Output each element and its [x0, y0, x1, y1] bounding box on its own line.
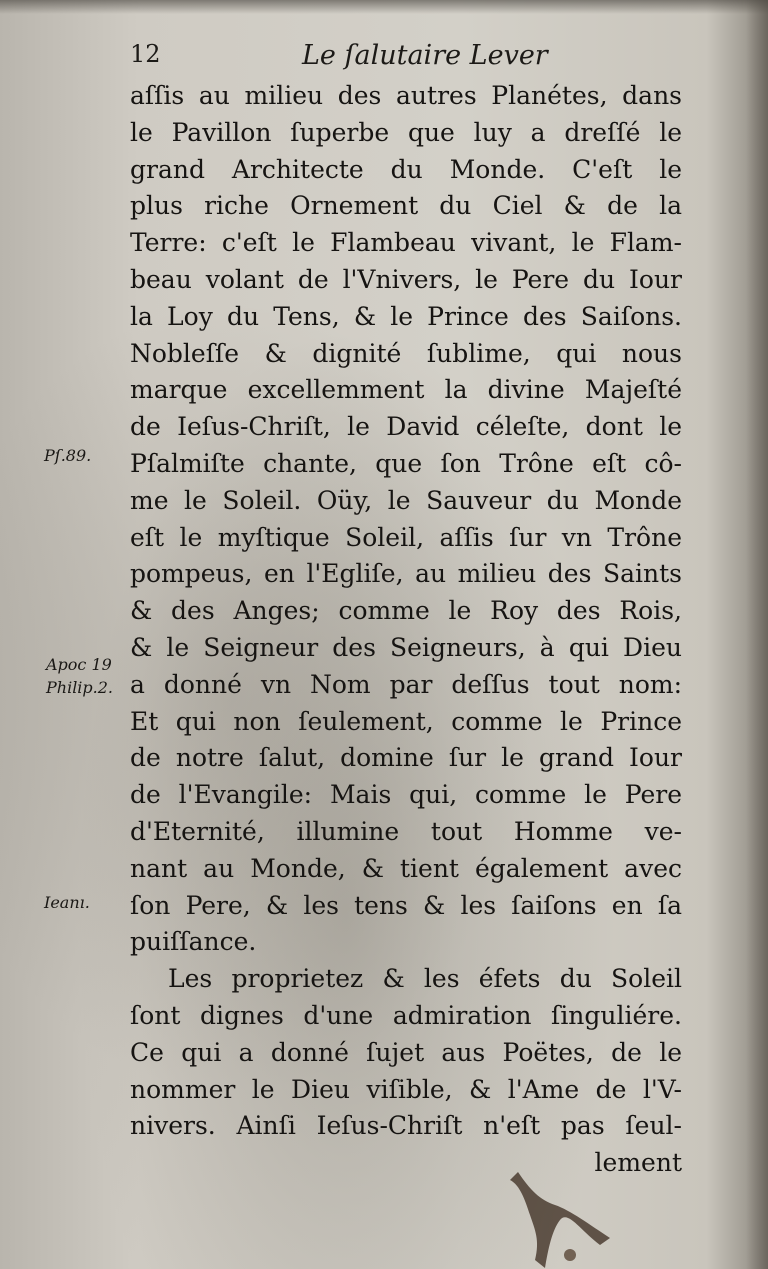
- text-line: Ce qui a donné ſujet aus Poëtes, de le: [130, 1037, 682, 1067]
- text-line: nant au Monde, & tient également avec: [130, 853, 682, 883]
- text-line: & le Seigneur des Seigneurs, à qui Dieu: [130, 632, 682, 662]
- text-line: pompeus, en l'Egliſe, au milieu des Saints: [130, 559, 682, 589]
- text-line: nivers. Ainſi Ieſus-Chriſt n'eſt pas ſeul-: [130, 1111, 682, 1141]
- margin-note-ps: Pſ.89.: [44, 446, 92, 465]
- ink-stain: [500, 1160, 620, 1269]
- text-line: marque excellemment la divine Majeſté: [130, 375, 682, 405]
- page-edge-shadow: [746, 0, 768, 1269]
- text-line: eſt le myſtique Soleil, aſſis ſur vn Trône: [130, 522, 682, 552]
- text-line: le Pavillon ſuperbe que luy a dreſſé le: [130, 117, 682, 147]
- margin-note-jean: Ieanı.: [44, 893, 90, 912]
- text-line: Nobleſſe & dignité ſublime, qui nous: [130, 338, 682, 368]
- text-line: aſſis au milieu des autres Planétes, dans: [130, 81, 682, 110]
- text-line: a donné vn Nom par deſſus tout nom:: [130, 669, 682, 699]
- text-line: plus riche Ornement du Ciel & de la: [130, 191, 682, 221]
- text-line: grand Architecte du Monde. C'eſt le: [130, 154, 682, 184]
- text-line: me le Soleil. Oüy, le Sauveur du Monde: [130, 485, 682, 515]
- text-line: Pſalmiſte chante, que ſon Trône eſt cô-: [130, 448, 682, 478]
- page-number: 12: [130, 40, 161, 68]
- text-line: d'Eternité, illumine tout Homme ve-: [130, 816, 682, 846]
- page-top-shadow: [0, 0, 768, 14]
- running-header: [130, 40, 690, 76]
- body-text: [130, 78, 682, 1182]
- margin-note-apoc: Apoc 19: [46, 655, 112, 674]
- text-line: Terre: c'eſt le Flambeau vivant, le Flam-: [130, 228, 682, 258]
- text-line: nommer le Dieu viſible, & l'Ame de l'V-: [130, 1074, 682, 1104]
- text-line: Et qui non ſeulement, comme le Prince: [130, 706, 682, 736]
- catchword: lement: [594, 1148, 682, 1178]
- text-line: Les proprietez & les éfets du Soleil: [168, 964, 682, 994]
- text-line: puiſſance.: [130, 927, 257, 957]
- text-line: & des Anges; comme le Roy des Rois,: [130, 596, 682, 626]
- text-line: de notre ſalut, domine ſur le grand Iour: [130, 743, 682, 773]
- text-line: ſont dignes d'une admiration ſinguliére.: [130, 1000, 682, 1030]
- text-line: de l'Evangile: Mais qui, comme le Pere: [130, 780, 682, 810]
- text-line: de Ieſus-Chriſt, le David céleſte, dont le: [130, 412, 682, 442]
- text-line: la Loy du Tens, & le Prince des Saiſons.: [130, 301, 682, 331]
- text-line: ſon Pere, & les tens & les ſaiſons en ſa: [130, 890, 682, 920]
- margin-note-philip: Philip.2.: [46, 678, 114, 697]
- running-title: Le ſalutaire Lever: [302, 40, 548, 71]
- text-line: beau volant de l'Vnivers, le Pere du Iour: [130, 264, 682, 294]
